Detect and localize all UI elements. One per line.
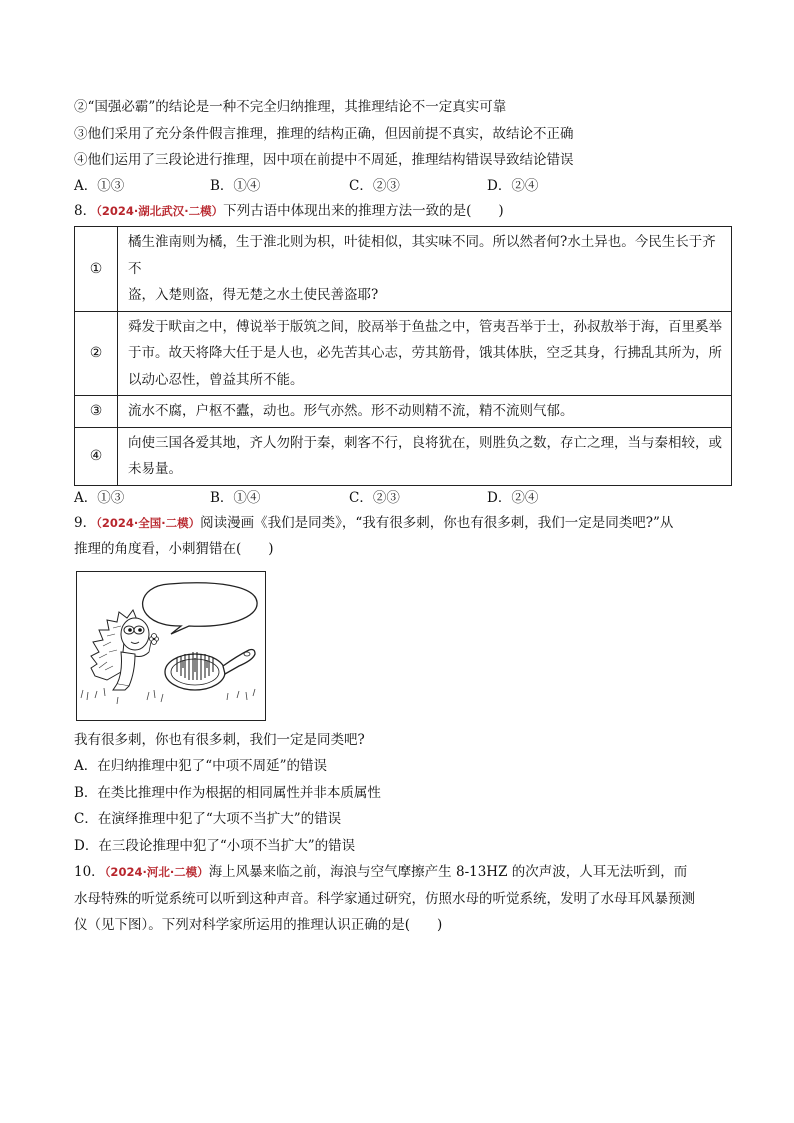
q9-stem-line2: 推理的角度看，小刺猬错在( ) (74, 541, 274, 557)
row-text (118, 427, 732, 485)
hairbrush (165, 649, 255, 690)
q10-stem-line3: 仪（见下图）。下列对科学家所运用的推理认识正确的是( ) (74, 917, 443, 933)
row-number: ④ (75, 427, 118, 485)
q7-statement-2: ②“国强必霸”的结论是一种不完全归纳推理，其推理结论不一定真实可靠 (74, 99, 507, 115)
q8-table (74, 226, 732, 486)
q8-header (74, 198, 734, 225)
q8-option-c[interactable]: C．②③ (349, 489, 400, 506)
q10-header (74, 859, 734, 886)
row-number: ① (75, 227, 118, 312)
q9-option-a[interactable]: A．在归纳推理中犯了“中项不周延”的错误 (74, 758, 328, 774)
q10-stem-line1: 海上风暴来临之前，海浪与空气摩擦产生 8-13HZ 的次声波，人耳无法听到，而 (208, 864, 688, 880)
grass (81, 688, 255, 704)
q8-stem: 下列古语中体现出来的推理方法一致的是( ) (223, 202, 504, 219)
hedgehog (91, 610, 159, 690)
q7-options (74, 174, 734, 198)
table-row (75, 227, 732, 312)
row-number: ② (75, 311, 118, 396)
hedgehog-cartoon (76, 571, 266, 721)
row-text (118, 311, 732, 396)
q7-statement-4: ④他们运用了三段论进行推理，因中项在前提中不周延，推理结构错误导致结论错误 (74, 152, 574, 168)
q9-option-c[interactable]: C．在演绎推理中犯了“大项不当扩大”的错误 (74, 811, 342, 827)
row-text-line: 流水不腐，户枢不蠹，动也。形气亦然。形不动则精不流，精不流则气郁。 (128, 403, 574, 419)
q9-source: （2024·全国·二模） (96, 515, 201, 530)
q8-number: 8． (74, 202, 97, 219)
row-text-line: 舜发于畎亩之中，傅说举于版筑之间，胶鬲举于鱼盐之中，管夷吾举于士，孙叔敖举于海，百里奚举 (128, 318, 722, 335)
q10-number: 10． (74, 864, 105, 880)
q9-option-b[interactable]: B．在类比推理中作为根据的相同属性并非本质属性 (74, 784, 381, 801)
row-text-line: 橘生淮南则为橘，生于淮北则为枳，叶徒相似，其实味不同。所以然者何?水土异也。今民生长于齐不 (128, 234, 716, 277)
hedgehog-comb-illustration (77, 572, 265, 720)
row-text-line: 未易量。 (128, 461, 182, 477)
q9-header (74, 510, 734, 537)
q7-option-d[interactable]: D．②④ (487, 177, 539, 194)
q8-options (74, 486, 734, 510)
q9-stem-line1: 阅读漫画《我们是同类》，“我有很多刺，你也有很多刺，我们一定是同类吧?”从 (200, 514, 674, 531)
q7-option-b[interactable]: B．①④ (210, 177, 261, 194)
q8-source: （2024·湖北武汉·二模） (96, 203, 224, 218)
row-text-line: 向使三国各爱其地，齐人勿附于秦，刺客不行，良将犹在，则胜负之数，存亡之理，当与秦相较，或 (128, 434, 722, 451)
q8-option-b[interactable]: B．①④ (210, 489, 261, 506)
row-text (118, 227, 732, 312)
row-text-line: 盗，入楚则盗，得无楚之水土使民善盗耶? (128, 287, 379, 303)
q10-stem-line2: 水母特殊的听觉系统可以听到这种声音。科学家通过研究，仿照水母的听觉系统，发明了水母耳风暴预测 (74, 890, 695, 907)
table-row (75, 311, 732, 396)
row-text-line: 以动心忍性，曾益其所不能。 (128, 371, 304, 388)
q8-option-a[interactable]: A．①③ (74, 489, 125, 506)
table-row (75, 396, 732, 428)
speech-bubble (143, 582, 257, 633)
q10-source: （2024·河北·二模） (104, 865, 209, 879)
row-number: ③ (75, 396, 118, 428)
q9-option-d[interactable]: D．在三段论推理中犯了“小项不当扩大”的错误 (74, 837, 356, 854)
row-text (118, 396, 732, 428)
q7-statement-3: ③他们采用了充分条件假言推理，推理的结构正确，但因前提不真实，故结论不正确 (74, 125, 574, 142)
q9-number: 9． (74, 514, 97, 531)
q8-option-d[interactable]: D．②④ (487, 489, 539, 506)
table-row (75, 427, 732, 485)
page-content (74, 94, 734, 939)
row-text-line: 于市。故天将降大任于是人也，必先苦其心志，劳其筋骨，饿其体肤，空乏其身，行拂乱其所为，所 (128, 345, 722, 361)
q7-option-a[interactable]: A．①③ (74, 177, 125, 194)
q9-caption: 我有很多刺，你也有很多刺，我们一定是同类吧? (74, 731, 365, 748)
q7-option-c[interactable]: C．②③ (349, 177, 400, 194)
